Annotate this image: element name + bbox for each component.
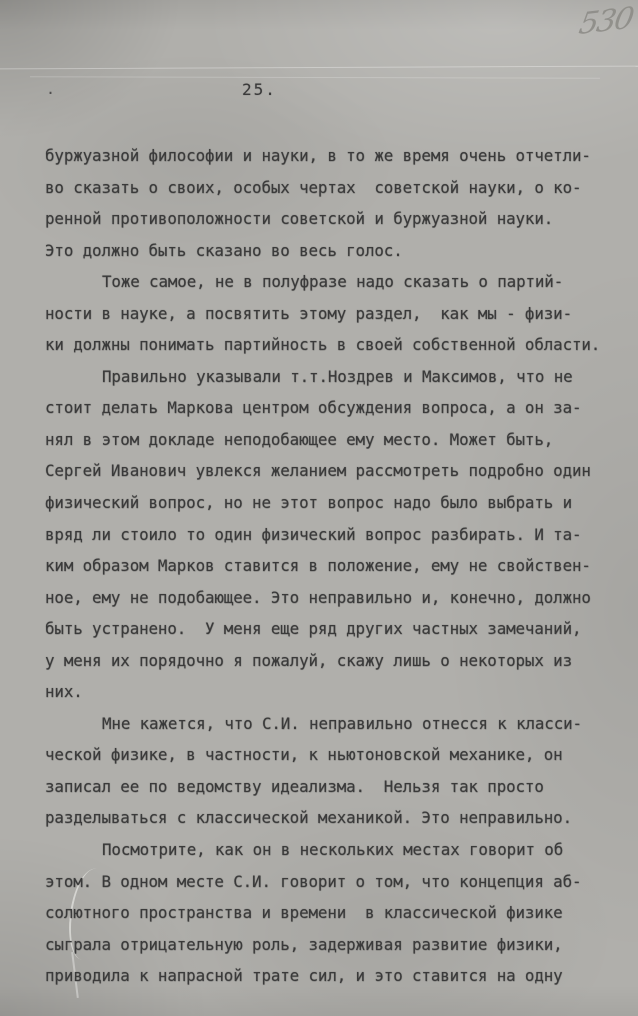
text-line: ки должны понимать партийность в своей собственной области.: [45, 335, 601, 355]
handwritten-page-number: 530: [576, 1, 635, 42]
text-line: физический вопрос, но не этот вопрос надо было выбрать и: [45, 493, 572, 513]
text-line: приводила к напрасной трате сил, и это ставится на одну: [45, 966, 563, 986]
text-line: быть устранено. У меня еще ряд других частных замечаний,: [45, 619, 582, 639]
text-body: [45, 140, 625, 992]
text-line: ности в науке, а посвятить этому раздел, как мы - физи-: [45, 303, 572, 323]
text-line: ное, ему не подобающее. Это неправильно и, конечно, должно: [45, 587, 591, 607]
text-line: Тоже самое, не в полуфразе надо сказать о партий-: [102, 272, 564, 292]
text-line: буржуазной философии и науки, в то же время очень отчетли-: [45, 146, 591, 165]
text-line: записал ее по ведомству идеализма. Нельзя так просто: [45, 776, 544, 796]
paper-scratch: [0, 66, 638, 70]
text-line: Правильно указывали т.т.Ноздрев и Максимов, что не: [102, 366, 573, 386]
text-line: разделываться с классической механикой. Это неправильно.: [45, 808, 572, 828]
text-line: ренной противоположности советской и буржуазной науки.: [45, 209, 554, 229]
text-line: Сергей Иванович увлекся желанием рассмотреть подробно один: [45, 461, 591, 481]
text-line: ческой физике, в частности, к ньютоновской механике, он: [45, 745, 563, 765]
text-line: Посмотрите, как он в нескольких местах говорит об: [102, 840, 564, 860]
text-line: Мне кажется, что С.И. неправильно отнесся к класси-: [102, 713, 582, 733]
text-line: ким образом Марков ставится в положение, ему не свойствен-: [45, 556, 591, 576]
text-line: во сказать о своих, особых чертах советской науки, о ко-: [45, 177, 582, 197]
text-line: стоит делать Маркова центром обсуждения вопроса, а он за-: [45, 398, 582, 418]
text-line: Это должно быть сказано во весь голос.: [45, 240, 403, 260]
text-line: нял в этом докладе неподобающее ему место. Может быть,: [45, 429, 554, 449]
stray-mark: .: [46, 80, 56, 98]
text-line: солютного пространства и времени в классической физике: [45, 903, 563, 923]
text-line: у меня их порядочно я пожалуй, скажу лишь о некоторых из: [45, 650, 572, 670]
page-number: 25.: [242, 80, 277, 99]
text-line: этом. В одном месте С.И. говорит о том, что концепция аб-: [45, 871, 582, 891]
paper-scratch: [30, 76, 600, 78]
text-line: сыграла отрицательную роль, задерживая развитие физики,: [45, 934, 563, 954]
text-line: них.: [45, 682, 83, 702]
text-line: вряд ли стоило то один физический вопрос разбирать. И та-: [45, 524, 582, 544]
